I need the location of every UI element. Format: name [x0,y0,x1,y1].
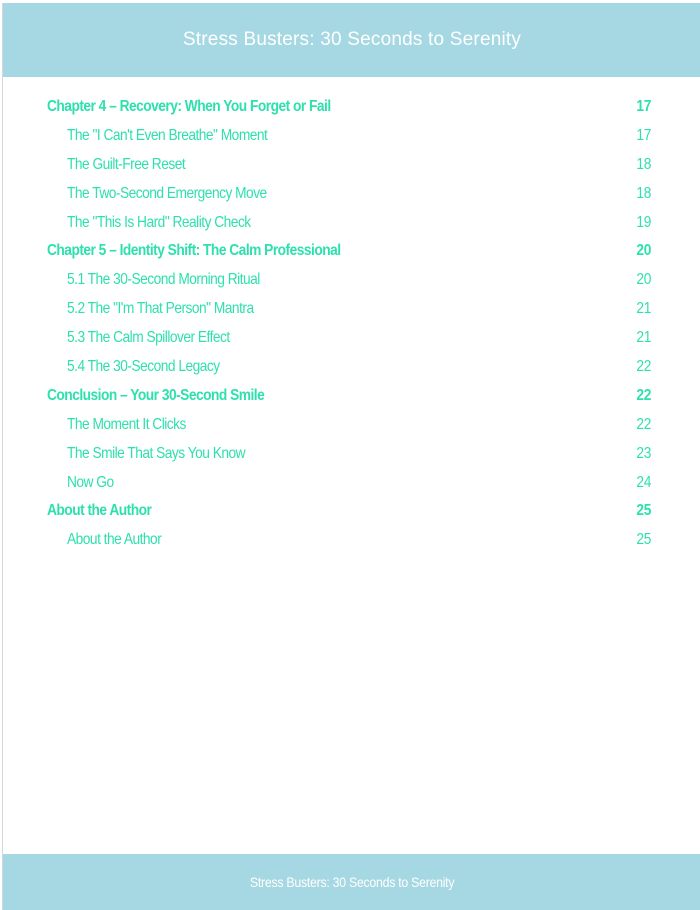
toc-section-entry[interactable] [47,469,651,498]
toc-section-entry[interactable] [47,266,651,295]
footer-title: Stress Busters: 30 Seconds to Serenity [249,874,455,890]
toc-section-entry[interactable] [47,411,651,440]
document-page [2,3,700,910]
toc-entry-title: Chapter 5 – Identity Shift: The Calm Professional [47,242,341,260]
toc-section-entry[interactable] [47,209,651,238]
toc-entry-page-number: 20 [636,271,651,289]
toc-entry-title: About the Author [47,502,152,520]
toc-entry-page-number: 18 [636,155,651,173]
toc-section-entry[interactable] [47,324,651,353]
toc-entry-title: 5.3 The Calm Spillover Effect [67,329,230,347]
toc-entry-page-number: 17 [636,98,651,115]
page-header [3,3,700,77]
toc-entry-page-number: 22 [636,358,651,376]
table-of-contents [47,93,651,555]
toc-section-entry[interactable] [47,151,651,180]
toc-entry-page-number: 22 [636,415,651,433]
toc-entry-page-number: 23 [636,444,651,462]
toc-entry-page-number: 24 [636,473,651,491]
toc-entry-title: The Guilt-Free Reset [67,155,186,173]
toc-chapter-entry[interactable] [47,382,651,411]
toc-entry-title: The Two-Second Emergency Move [67,184,267,202]
toc-entry-page-number: 19 [636,213,651,231]
toc-entry-title: 5.1 The 30-Second Morning Ritual [67,271,260,289]
toc-entry-page-number: 17 [636,126,651,144]
toc-entry-title: The Smile That Says You Know [67,444,246,462]
toc-entry-title: 5.2 The "I'm That Person" Mantra [67,300,254,318]
toc-entry-title: About the Author [67,531,162,549]
toc-chapter-entry[interactable] [47,237,651,266]
toc-entry-title: 5.4 The 30-Second Legacy [67,358,220,376]
toc-entry-page-number: 25 [636,502,651,520]
page-footer [3,854,700,910]
toc-section-entry[interactable] [47,353,651,382]
toc-entry-page-number: 18 [636,184,651,202]
toc-section-entry[interactable] [47,122,651,151]
header-title: Stress Busters: 30 Seconds to Serenity [182,29,522,50]
toc-entry-title: Chapter 4 – Recovery: When You Forget or Fail [47,98,331,115]
toc-chapter-entry[interactable] [47,93,651,122]
toc-section-entry[interactable] [47,440,651,469]
toc-entry-title: Now Go [67,473,114,491]
toc-entry-title: The Moment It Clicks [67,415,186,433]
toc-entry-page-number: 25 [636,531,651,549]
toc-entry-title: The "I Can't Even Breathe" Moment [67,126,268,144]
toc-entry-page-number: 21 [636,300,651,318]
toc-section-entry[interactable] [47,295,651,324]
toc-entry-title: Conclusion – Your 30-Second Smile [47,386,265,404]
toc-section-entry[interactable] [47,526,651,555]
toc-chapter-entry[interactable] [47,497,651,526]
toc-entry-page-number: 22 [636,386,651,404]
toc-entry-page-number: 21 [636,329,651,347]
toc-entry-title: The "This Is Hard" Reality Check [67,213,251,231]
toc-entry-page-number: 20 [636,242,651,260]
toc-section-entry[interactable] [47,180,651,209]
